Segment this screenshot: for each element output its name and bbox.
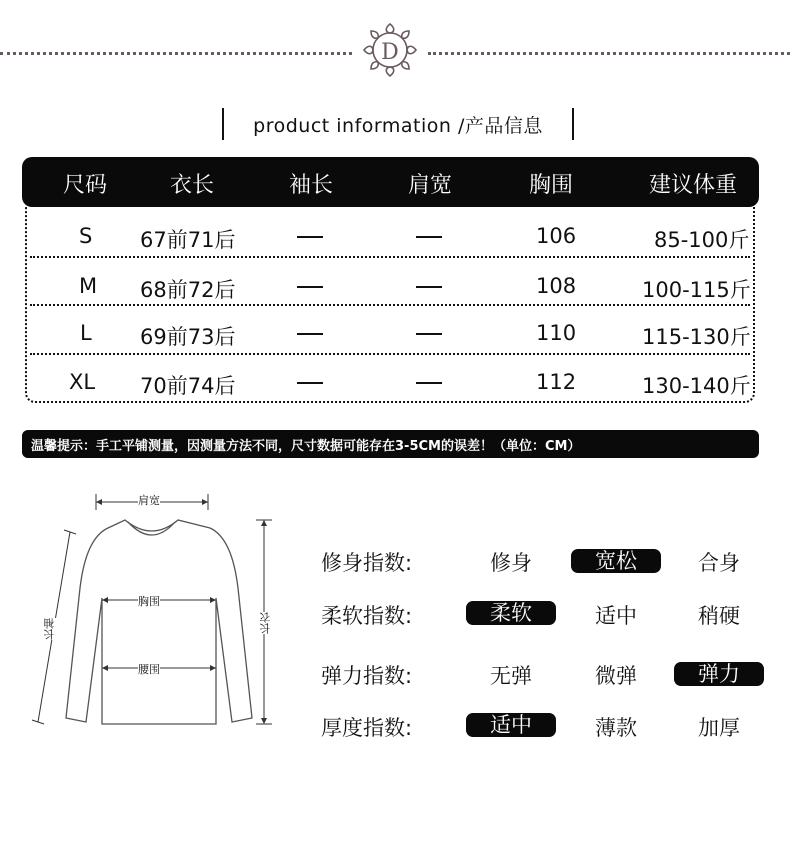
cell-sleeve-dash xyxy=(297,286,323,288)
row-divider xyxy=(30,304,750,306)
measurement-note xyxy=(22,430,759,458)
title-text: product information /产品信息 xyxy=(253,114,543,137)
option-medium: 适中 xyxy=(595,604,637,628)
cell-size: S xyxy=(79,224,93,248)
top-divider-left xyxy=(0,52,352,55)
logo-letter: D xyxy=(381,40,399,65)
cell-shoulder-dash xyxy=(416,286,442,288)
cell-chest: 112 xyxy=(536,370,577,394)
col-length: 衣长 xyxy=(170,173,215,198)
option-fit: 合身 xyxy=(698,551,740,575)
cell-length: 70前74后 xyxy=(140,374,236,398)
cell-length: 69前73后 xyxy=(140,325,236,349)
waist-label: 腰围 xyxy=(138,663,160,676)
cell-chest: 108 xyxy=(536,274,577,298)
option-stiff: 稍硬 xyxy=(698,604,740,628)
size-table-header xyxy=(22,157,759,207)
cell-length: 67前71后 xyxy=(140,228,236,252)
cell-size: M xyxy=(79,274,98,298)
option-loose-selected: 宽松 xyxy=(571,549,661,573)
cell-sleeve-dash xyxy=(297,382,323,384)
top-divider-right xyxy=(428,52,790,55)
cell-length: 68前72后 xyxy=(140,278,236,302)
thickness-index-label: 厚度指数: xyxy=(321,716,413,740)
cell-sleeve-dash xyxy=(297,333,323,335)
note-text: 温馨提示：手工平铺测量，因测量方法不同，尺寸数据可能存在3-5CM的误差！（单位：CM） xyxy=(31,438,581,454)
cell-weight: 115-130斤 xyxy=(642,325,751,349)
cell-chest: 110 xyxy=(536,321,577,345)
option-no-stretch: 无弹 xyxy=(490,664,532,688)
shoulder-label: 肩宽 xyxy=(138,494,160,507)
cell-size: L xyxy=(80,321,92,345)
cell-sleeve-dash xyxy=(297,236,323,238)
cell-chest: 106 xyxy=(536,224,577,248)
col-shoulder: 肩宽 xyxy=(408,173,453,198)
cell-shoulder-dash xyxy=(416,333,442,335)
option-thick: 加厚 xyxy=(698,716,740,740)
cell-weight: 130-140斤 xyxy=(642,374,751,398)
chest-label: 胸围 xyxy=(138,595,160,608)
brand-logo xyxy=(358,18,422,82)
row-divider xyxy=(30,256,750,258)
option-slim: 修身 xyxy=(490,551,532,575)
col-chest: 胸围 xyxy=(529,173,574,198)
elasticity-index-label: 弹力指数: xyxy=(321,664,413,688)
cell-shoulder-dash xyxy=(416,382,442,384)
option-soft-selected: 柔软 xyxy=(466,601,556,625)
garment-diagram xyxy=(20,478,290,738)
option-slight-stretch: 微弹 xyxy=(595,664,637,688)
cell-shoulder-dash xyxy=(416,236,442,238)
softness-index-label: 柔软指数: xyxy=(321,604,413,628)
option-medium-selected: 适中 xyxy=(466,713,556,737)
option-thin: 薄款 xyxy=(595,716,637,740)
cell-size: XL xyxy=(69,370,96,394)
col-size: 尺码 xyxy=(63,173,108,198)
cell-weight: 85-100斤 xyxy=(654,228,750,252)
col-weight: 建议体重 xyxy=(649,173,738,198)
option-stretch-selected: 弹力 xyxy=(674,662,764,686)
col-sleeve: 袖长 xyxy=(289,173,334,198)
sleeve-label: 长袖 xyxy=(43,618,56,640)
cell-weight: 100-115斤 xyxy=(642,278,751,302)
row-divider xyxy=(30,353,750,355)
length-label: 长衣 xyxy=(259,612,272,634)
page-title xyxy=(222,108,574,140)
fit-index-label: 修身指数: xyxy=(321,551,413,575)
